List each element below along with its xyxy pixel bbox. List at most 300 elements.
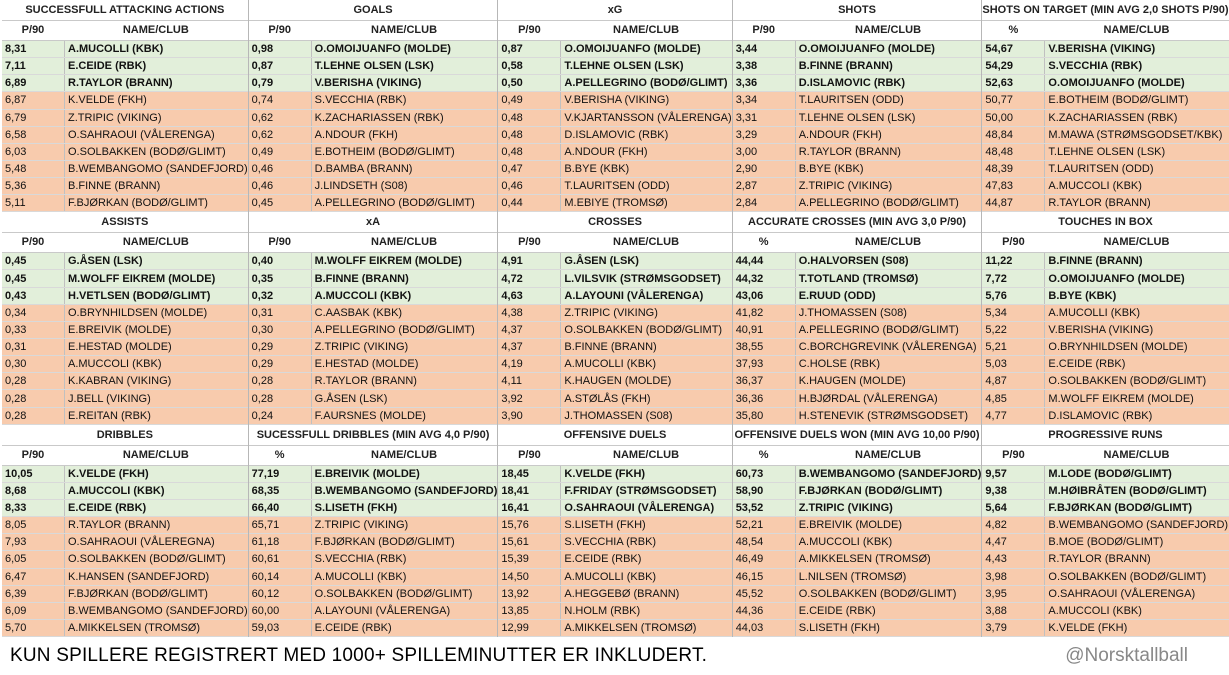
player-name: Z.TRIPIC (VIKING)	[795, 178, 982, 194]
stat-value: 0,87	[501, 43, 523, 56]
stat-value: 48,48	[985, 145, 1013, 158]
metric-column-header: P/90	[21, 448, 45, 461]
player-name: T.LEHNE OLSEN (LSK)	[795, 110, 982, 126]
stat-value: 0,48	[501, 128, 523, 141]
stat-value: 16,41	[501, 502, 529, 514]
player-name: C.AASBAK (KBK)	[311, 305, 498, 321]
player-name: E.CEIDE (RBK)	[64, 58, 248, 74]
stat-value: 7,93	[5, 536, 27, 549]
stat-value: 4,47	[985, 536, 1007, 549]
table-row	[498, 517, 731, 534]
player-name: O.SOLBAKKEN (BODØ/GLIMT)	[795, 586, 982, 602]
player-name: B.BYE (KBK)	[560, 161, 731, 177]
stat-value: 3,92	[501, 392, 523, 405]
table-row	[498, 305, 731, 322]
stat-value: 4,11	[501, 375, 522, 388]
stat-value: 44,03	[735, 621, 764, 634]
stat-value: 0,62	[251, 128, 274, 141]
stat-table-title: SHOTS	[733, 0, 982, 21]
name-column-header: NAME/CLUB	[855, 236, 922, 249]
player-name: M.HØIBRÅTEN (BODØ/GLIMT)	[1044, 483, 1228, 499]
column-header-row	[2, 233, 248, 253]
player-name: Z.TRIPIC (VIKING)	[311, 517, 498, 533]
stat-rows	[249, 253, 498, 424]
stat-value: 6,79	[5, 111, 27, 124]
stat-value: 41,82	[735, 306, 764, 319]
stat-value: 3,36	[735, 77, 758, 90]
stat-value: 43,06	[735, 289, 764, 302]
stat-value: 6,87	[5, 94, 27, 107]
table-row	[2, 569, 248, 586]
table-row	[733, 339, 982, 356]
stat-value: 3,95	[985, 587, 1007, 600]
stat-value: 6,03	[5, 145, 27, 158]
table-row	[498, 534, 731, 551]
player-name: O.OMOIJUANFO (MOLDE)	[795, 41, 982, 57]
stat-value: 3,44	[735, 43, 758, 56]
stat-value: 4,85	[985, 392, 1007, 405]
table-row	[249, 75, 498, 92]
table-row	[982, 305, 1228, 322]
stat-table-title: TOUCHES IN BOX	[982, 212, 1228, 233]
stat-value: 0,49	[251, 145, 274, 158]
stat-table	[497, 212, 731, 424]
stat-value: 0,28	[251, 392, 274, 405]
player-name: O.HALVORSEN (S08)	[795, 253, 982, 269]
player-name: J.THOMASSEN (S08)	[795, 305, 982, 321]
stat-table-title: SHOTS ON TARGET (MIN AVG 2,0 SHOTS P/90)	[982, 0, 1228, 21]
stat-table	[732, 425, 982, 637]
table-row	[733, 305, 982, 322]
player-name: Z.TRIPIC (VIKING)	[795, 500, 982, 516]
player-name: J.BELL (VIKING)	[64, 390, 248, 406]
player-name: A.LAYOUNI (VÅLERENGA)	[560, 288, 731, 304]
table-row	[249, 144, 498, 161]
stat-value: 48,54	[735, 536, 764, 549]
stat-value: 7,11	[5, 60, 26, 73]
stat-table-title: GOALS	[249, 0, 498, 21]
table-row	[982, 127, 1228, 144]
stat-table-title: SUCESSFULL DRIBBLES (MIN AVG 4,0 P/90)	[249, 425, 498, 446]
player-name: H.BJØRDAL (VÅLERENGA)	[795, 390, 982, 406]
table-row	[982, 288, 1228, 305]
player-name: E.BOTHEIM (BODØ/GLIMT)	[311, 144, 498, 160]
player-name: A.MIKKELSEN (TROMSØ)	[64, 620, 248, 636]
stat-value: 4,82	[985, 519, 1007, 532]
table-row	[2, 483, 248, 500]
stat-value: 48,39	[985, 163, 1013, 176]
player-name: E.BREIVIK (MOLDE)	[795, 517, 982, 533]
stat-value: 6,89	[5, 77, 27, 90]
name-column-header: NAME/CLUB	[855, 24, 922, 36]
metric-column-header: P/90	[518, 24, 541, 36]
stat-value: 7,72	[985, 272, 1007, 285]
player-name: Z.TRIPIC (VIKING)	[311, 339, 498, 355]
player-name: E.BREIVIK (MOLDE)	[64, 322, 248, 338]
stat-value: 77,19	[251, 467, 280, 480]
stat-value: 0,49	[501, 94, 523, 107]
player-name: E.CEIDE (RBK)	[795, 603, 982, 619]
player-name: O.SAHRAOUI (VÅLERENGA)	[1044, 586, 1228, 602]
column-header-row	[982, 21, 1228, 41]
player-name: E.HESTAD (MOLDE)	[311, 356, 498, 372]
player-name: B.FINNE (BRANN)	[560, 339, 731, 355]
stat-value: 9,57	[985, 467, 1007, 480]
stat-value: 5,03	[985, 358, 1007, 371]
stat-value: 9,38	[985, 484, 1007, 497]
table-row	[498, 586, 731, 603]
table-row	[2, 144, 248, 161]
player-name: O.SAHRAOUI (VÅLERENGA)	[64, 127, 248, 143]
player-name: A.MUCOLLI (KBK)	[560, 356, 731, 372]
stat-value: 65,71	[251, 519, 280, 532]
table-row	[249, 41, 498, 58]
stat-value: 18,45	[501, 467, 529, 480]
column-header-row	[249, 21, 498, 41]
player-name: K.HANSEN (SANDEFJORD)	[64, 569, 248, 585]
stat-value: 3,79	[985, 621, 1007, 634]
table-row	[733, 270, 982, 287]
stat-value: 5,48	[5, 163, 27, 176]
stat-value: 3,98	[985, 570, 1007, 583]
stat-value: 4,38	[501, 306, 523, 319]
stat-value: 52,63	[985, 77, 1013, 90]
stat-value: 40,91	[735, 323, 764, 336]
stat-table	[732, 0, 982, 212]
table-row	[249, 534, 498, 551]
stat-value: 0,31	[251, 306, 274, 319]
stat-rows	[498, 41, 731, 212]
table-row	[249, 500, 498, 517]
stat-value: 6,39	[5, 587, 27, 600]
table-row	[982, 178, 1228, 195]
name-column-header: NAME/CLUB	[613, 448, 680, 461]
table-row	[2, 41, 248, 58]
player-name: S.LISETH (FKH)	[560, 517, 731, 533]
stat-value: 8,33	[5, 502, 27, 514]
stat-value: 60,14	[251, 570, 280, 583]
player-name: A.MUCOLLI (KBK)	[311, 569, 498, 585]
stat-table-title: xG	[498, 0, 731, 21]
stat-rows	[249, 466, 498, 637]
stat-value: 0,50	[501, 77, 523, 90]
stat-value: 11,22	[985, 255, 1013, 268]
stat-value: 0,48	[501, 145, 523, 158]
stat-table	[981, 425, 1228, 637]
stat-rows	[982, 253, 1228, 424]
table-row	[2, 408, 248, 425]
table-row	[982, 466, 1228, 483]
player-name: T.LAURITSEN (ODD)	[560, 178, 731, 194]
table-row	[733, 500, 982, 517]
stat-value: 0,28	[251, 375, 274, 388]
table-row	[2, 75, 248, 92]
player-name: S.VECCHIA (RBK)	[1044, 58, 1228, 74]
stat-value: 15,76	[501, 519, 529, 532]
player-name: T.LAURITSEN (ODD)	[1044, 161, 1228, 177]
metric-column-header: P/90	[518, 236, 541, 249]
table-row	[733, 41, 982, 58]
table-row	[498, 500, 731, 517]
stat-value: 60,73	[735, 467, 764, 480]
stat-value: 0,44	[501, 197, 523, 210]
player-name: C.HOLSE (RBK)	[795, 356, 982, 372]
player-name: T.LEHNE OLSEN (LSK)	[1044, 144, 1228, 160]
table-row	[498, 339, 731, 356]
player-name: M.LODE (BODØ/GLIMT)	[1044, 466, 1228, 482]
metric-column-header: P/90	[268, 236, 291, 249]
stat-value: 5,70	[5, 621, 27, 634]
stat-value: 52,21	[735, 519, 764, 532]
stat-value: 8,31	[5, 43, 27, 56]
player-name: F.BJØRKAN (BODØ/GLIMT)	[795, 483, 982, 499]
player-name: M.MAWA (STRØMSGODSET/KBK)	[1044, 127, 1228, 143]
player-name: E.CEIDE (RBK)	[64, 500, 248, 516]
stat-table-title: PROGRESSIVE RUNS	[982, 425, 1228, 446]
player-name: S.LISETH (FKH)	[795, 620, 982, 636]
player-name: B.WEMBANGOMO (SANDEFJORD)	[64, 161, 248, 177]
player-name: A.MUCCOLI (KBK)	[64, 483, 248, 499]
player-name: R.TAYLOR (BRANN)	[64, 517, 248, 533]
stat-value: 0,28	[5, 375, 27, 388]
stat-value: 0,58	[501, 60, 523, 73]
stat-value: 66,40	[251, 502, 280, 514]
stat-rows	[2, 466, 248, 637]
stat-value: 0,35	[251, 272, 274, 285]
table-row	[733, 58, 982, 75]
stat-value: 68,35	[251, 484, 280, 497]
player-name: L.VILSVIK (STRØMSGODSET)	[560, 270, 731, 286]
table-row	[982, 322, 1228, 339]
player-name: F.BJØRKAN (BODØ/GLIMT)	[64, 195, 248, 211]
table-row	[982, 58, 1228, 75]
player-name: M.WOLFF EIKREM (MOLDE)	[64, 270, 248, 286]
player-name: K.KABRAN (VIKING)	[64, 373, 248, 389]
table-row	[733, 620, 982, 637]
stat-value: 0,87	[251, 60, 274, 73]
table-row	[498, 288, 731, 305]
stat-table-title: ASSISTS	[2, 212, 248, 233]
table-row	[249, 586, 498, 603]
stat-value: 2,90	[735, 163, 758, 176]
table-row	[498, 483, 731, 500]
player-name: M.WOLFF EIKREM (MOLDE)	[311, 253, 498, 269]
stat-rows	[2, 253, 248, 424]
player-name: S.VECCHIA (RBK)	[560, 534, 731, 550]
table-row	[982, 408, 1228, 425]
column-header-row	[249, 446, 498, 466]
stat-value: 14,50	[501, 570, 529, 583]
stat-value: 4,87	[985, 375, 1007, 388]
table-row	[2, 586, 248, 603]
table-row	[733, 178, 982, 195]
player-name: F.BJØRKAN (BODØ/GLIMT)	[1044, 500, 1228, 516]
table-row	[249, 253, 498, 270]
column-header-row	[733, 21, 982, 41]
table-row	[2, 500, 248, 517]
table-row	[2, 127, 248, 144]
table-row	[498, 75, 731, 92]
stat-value: 4,91	[501, 255, 523, 268]
player-name: B.WEMBANGOMO (SANDEFJORD)	[795, 466, 982, 482]
stat-value: 58,90	[735, 484, 764, 497]
stat-value: 0,34	[5, 306, 27, 319]
player-name: A.MIKKELSEN (TROMSØ)	[560, 620, 731, 636]
stat-value: 0,32	[251, 289, 274, 302]
table-row	[498, 373, 731, 390]
table-row	[982, 534, 1228, 551]
table-row	[498, 127, 731, 144]
stat-table-title: CROSSES	[498, 212, 731, 233]
table-row	[249, 127, 498, 144]
table-row	[249, 408, 498, 425]
table-row	[982, 390, 1228, 407]
table-row	[982, 356, 1228, 373]
player-name: B.FINNE (BRANN)	[1044, 253, 1228, 269]
table-row	[733, 127, 982, 144]
table-row	[498, 110, 731, 127]
table-row	[2, 551, 248, 568]
stat-value: 0,45	[5, 272, 27, 285]
stat-value: 0,45	[251, 197, 274, 210]
column-header-row	[498, 446, 731, 466]
player-name: O.SAHRAOUI (VÅLEREGNA)	[64, 534, 248, 550]
player-name: R.TAYLOR (BRANN)	[1044, 551, 1228, 567]
table-row	[498, 390, 731, 407]
player-name: O.SOLBAKKEN (BODØ/GLIMT)	[64, 551, 248, 567]
table-row	[498, 603, 731, 620]
stat-value: 2,84	[735, 197, 758, 210]
player-name: R.TAYLOR (BRANN)	[795, 144, 982, 160]
table-row	[982, 500, 1228, 517]
stat-value: 3,00	[735, 145, 758, 158]
stat-value: 0,46	[251, 163, 274, 176]
stat-value: 38,55	[735, 341, 764, 354]
stat-table	[981, 0, 1228, 212]
table-row	[249, 483, 498, 500]
player-name: R.TAYLOR (BRANN)	[311, 373, 498, 389]
stat-value: 0,29	[251, 358, 274, 371]
player-name: N.HOLM (RBK)	[560, 603, 731, 619]
stat-value: 46,15	[735, 570, 764, 583]
player-name: G.ÅSEN (LSK)	[560, 253, 731, 269]
player-name: B.WEMBANGOMO (SANDEFJORD)	[64, 603, 248, 619]
name-column-header: NAME/CLUB	[122, 24, 189, 36]
stat-value: 0,29	[251, 341, 274, 354]
table-row	[982, 110, 1228, 127]
player-name: A.STØLÅS (FKH)	[560, 390, 731, 406]
name-column-header: NAME/CLUB	[855, 448, 922, 461]
table-row	[2, 161, 248, 178]
player-name: S.VECCHIA (RBK)	[311, 92, 498, 108]
stat-table	[248, 425, 498, 637]
stat-value: 3,88	[985, 604, 1007, 617]
stat-value: 5,36	[5, 180, 27, 193]
player-name: F.BJØRKAN (BODØ/GLIMT)	[311, 534, 498, 550]
column-header-row	[249, 233, 498, 253]
stat-value: 53,52	[735, 502, 764, 514]
stat-value: 4,19	[501, 358, 523, 371]
column-header-row	[982, 233, 1228, 253]
table-row	[498, 408, 731, 425]
player-name: V.BERISHA (VIKING)	[1044, 322, 1228, 338]
stat-table-title: SUCCESSFULL ATTACKING ACTIONS	[2, 0, 248, 21]
stat-value: 8,68	[5, 484, 27, 497]
stat-value: 4,63	[501, 289, 523, 302]
table-row	[2, 270, 248, 287]
stat-table	[248, 0, 498, 212]
player-name: B.FINNE (BRANN)	[64, 178, 248, 194]
player-name: B.FINNE (BRANN)	[311, 270, 498, 286]
stat-value: 0,30	[251, 323, 274, 336]
player-name: O.BRYNHILDSEN (MOLDE)	[1044, 339, 1228, 355]
stat-value: 37,93	[735, 358, 764, 371]
name-column-header: NAME/CLUB	[1103, 448, 1170, 461]
player-name: D.ISLAMOVIC (RBK)	[560, 127, 731, 143]
stat-value: 0,40	[251, 255, 274, 268]
table-row	[982, 253, 1228, 270]
stat-value: 0,43	[5, 289, 27, 302]
table-row	[733, 517, 982, 534]
player-name: O.OMOIJUANFO (MOLDE)	[1044, 75, 1228, 91]
table-row	[249, 517, 498, 534]
player-name: A.NDOUR (FKH)	[311, 127, 498, 143]
table-row	[733, 534, 982, 551]
player-name: E.REITAN (RBK)	[64, 408, 248, 424]
player-name: A.PELLEGRINO (BODØ/GLIMT)	[311, 322, 498, 338]
stat-value: 44,32	[735, 272, 764, 285]
stat-value: 0,47	[501, 163, 523, 176]
column-header-row	[982, 446, 1228, 466]
stat-table	[248, 212, 498, 424]
stat-value: 36,36	[735, 392, 764, 405]
table-row	[982, 569, 1228, 586]
table-row	[2, 288, 248, 305]
stat-value: 13,85	[501, 604, 529, 617]
table-row	[982, 483, 1228, 500]
table-row	[982, 339, 1228, 356]
stat-value: 15,39	[501, 553, 529, 566]
stat-table-title: DRIBBLES	[2, 425, 248, 446]
table-row	[249, 195, 498, 212]
stat-table-title: OFFENSIVE DUELS WON (MIN AVG 10,00 P/90)	[733, 425, 982, 446]
player-name: O.SOLBAKKEN (BODØ/GLIMT)	[64, 144, 248, 160]
stat-value: 6,09	[5, 604, 27, 617]
player-name: D.ISLAMOVIC (RBK)	[795, 75, 982, 91]
table-row	[249, 92, 498, 109]
stat-value: 0,98	[251, 43, 274, 56]
player-name: H.STENEVIK (STRØMSGODSET)	[795, 408, 982, 424]
player-name: K.HAUGEN (MOLDE)	[795, 373, 982, 389]
table-row	[2, 373, 248, 390]
stat-table	[2, 425, 248, 637]
player-name: T.TOTLAND (TROMSØ)	[795, 270, 982, 286]
stat-table	[981, 212, 1228, 424]
table-row	[249, 58, 498, 75]
stat-value: 44,36	[735, 604, 764, 617]
player-name: V.BERISHA (VIKING)	[311, 75, 498, 91]
player-name: A.NDOUR (FKH)	[560, 144, 731, 160]
table-row	[733, 92, 982, 109]
player-name: K.ZACHARIASSEN (RBK)	[1044, 110, 1228, 126]
stat-value: 3,29	[735, 128, 758, 141]
player-name: K.VELDE (FKH)	[64, 92, 248, 108]
player-name: F.AURSNES (MOLDE)	[311, 408, 498, 424]
metric-column-header: %	[274, 448, 285, 461]
player-name: E.CEIDE (RBK)	[1044, 356, 1228, 372]
player-name: E.BOTHEIM (BODØ/GLIMT)	[1044, 92, 1228, 108]
player-name: E.CEIDE (RBK)	[311, 620, 498, 636]
